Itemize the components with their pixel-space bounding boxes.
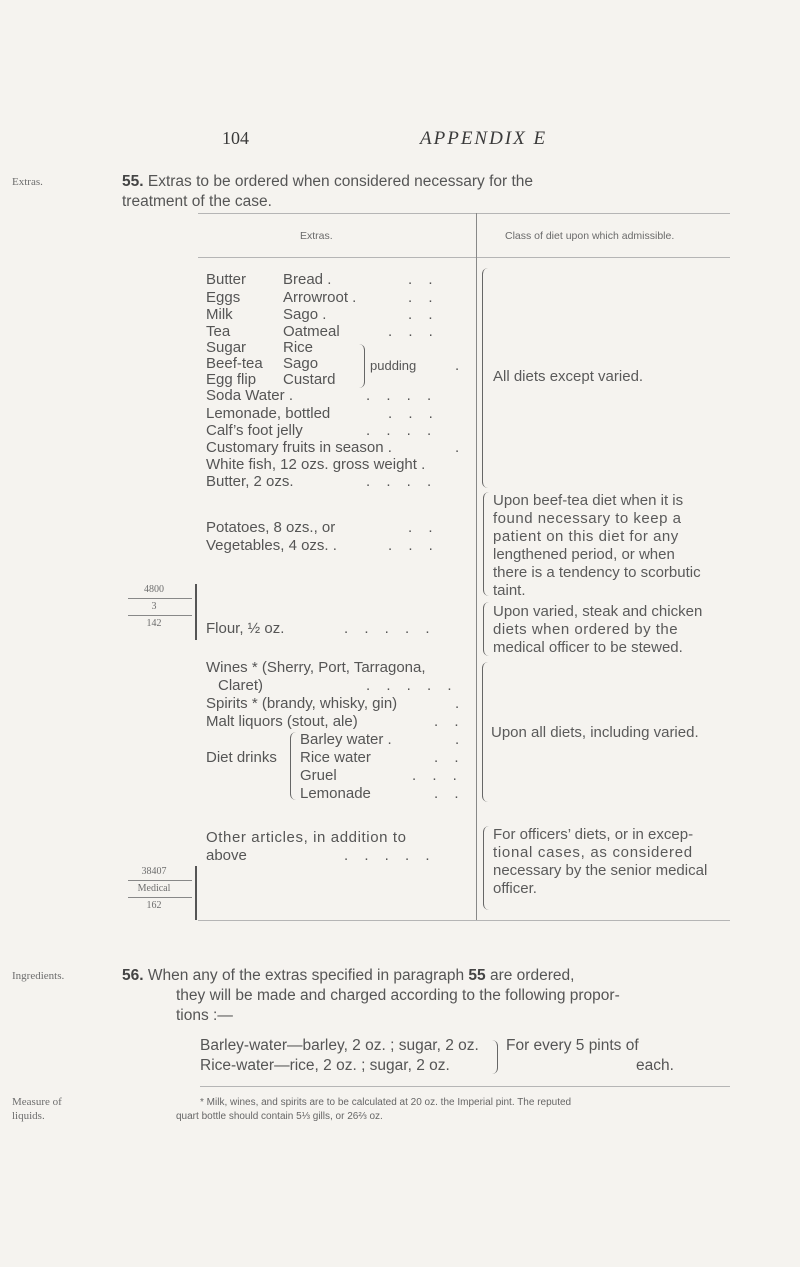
- dot-leader: .: [455, 439, 466, 456]
- extra-item: White fish, 12 ozs. gross weight .: [206, 456, 426, 473]
- dot-leader: . . . .: [366, 473, 438, 490]
- diet-note-line: diets when ordered by the: [493, 621, 679, 638]
- column-header-extras: Extras.: [300, 230, 333, 242]
- paragraph-text: Extras to be ordered when considered necessary for the: [147, 173, 534, 190]
- dot-leader: . .: [408, 289, 439, 306]
- record-number: 162: [146, 900, 162, 911]
- diet-drinks-label: Diet drinks: [206, 749, 277, 766]
- record-number: 4800: [144, 584, 164, 595]
- dot-leader: . . . . .: [344, 847, 436, 864]
- margin-note-measure: liquids.: [12, 1110, 45, 1122]
- extra-item: Lemonade, bottled: [206, 405, 331, 422]
- dot-leader: . . .: [388, 405, 439, 422]
- dot-leader: . . .: [388, 537, 439, 554]
- dot-leader: . .: [434, 785, 465, 802]
- drink-item: Rice water: [300, 749, 371, 766]
- dot-leader: . .: [408, 519, 439, 536]
- extra-item: Other articles, in addition to: [206, 829, 407, 846]
- extra-item: Calf’s foot jelly: [206, 422, 303, 439]
- dot-leader: . . .: [388, 323, 439, 340]
- paragraph-55: [122, 172, 533, 191]
- table-top-rule: [198, 213, 730, 214]
- record-rule: [128, 615, 192, 616]
- extra-item: Butter: [206, 271, 247, 288]
- extra-item: Eggs: [206, 289, 241, 306]
- dot-leader: .: [455, 731, 466, 748]
- proportion-note: For every 5 pints of: [506, 1037, 639, 1054]
- paragraph-56-line3: tions :—: [176, 1007, 233, 1024]
- dot-leader: . . .: [412, 767, 463, 784]
- extra-item: Sago .: [283, 306, 327, 323]
- diet-note-line: taint.: [493, 582, 526, 599]
- footnote-rule: [200, 1086, 730, 1087]
- extra-item: Customary fruits in season .: [206, 439, 392, 456]
- extra-item: Sago: [283, 355, 319, 372]
- diet-note-line: there is a tendency to scorbutic: [493, 564, 701, 581]
- extra-item: Claret): [218, 677, 264, 694]
- record-rule: [128, 897, 192, 898]
- extra-item: Vegetables, 4 ozs. .: [206, 537, 337, 554]
- dot-leader: . . . . .: [366, 677, 458, 694]
- extra-item: Beef-tea: [206, 355, 263, 372]
- extra-item: Flour, ½ oz.: [206, 620, 285, 637]
- page-number: 104: [222, 128, 249, 148]
- extra-item: Egg flip: [206, 371, 257, 388]
- diet-note-line: officer.: [493, 880, 537, 897]
- extra-item: Wines * (Sherry, Port, Tarragona,: [206, 659, 426, 676]
- dot-leader: . . . .: [366, 387, 438, 404]
- proportion-brace: [492, 1040, 498, 1074]
- header-rule: [198, 257, 730, 258]
- diet-note-line: necessary by the senior medical: [493, 862, 708, 879]
- diet-drinks-brace: [290, 732, 296, 800]
- diet-note-line: For officers’ diets, or in excep-: [493, 826, 694, 843]
- dot-leader: . . . . .: [344, 620, 436, 637]
- diet-note: Upon all diets, including varied.: [491, 724, 699, 741]
- diet-brace: [483, 826, 489, 910]
- record-bar: [195, 584, 197, 640]
- extra-item: above: [206, 847, 247, 864]
- proportion-rice: Rice-water—rice, 2 oz. ; sugar, 2 oz.: [200, 1057, 450, 1074]
- record-rule: [128, 880, 192, 881]
- diet-brace: [482, 268, 488, 488]
- extra-item: Oatmeal: [283, 323, 340, 340]
- dot-leader: . .: [434, 713, 465, 730]
- extra-item: Spirits * (brandy, whisky, gin): [206, 695, 398, 712]
- dot-leader: . . . .: [366, 422, 438, 439]
- diet-note-line: medical officer to be stewed.: [493, 639, 683, 656]
- column-header-diet-class: Class of diet upon which admissible.: [505, 230, 675, 242]
- diet-brace: [483, 602, 489, 656]
- table-bottom-rule: [198, 920, 730, 921]
- footnote-line: quart bottle should contain 5⅓ gills, or 26⅔ oz.: [176, 1111, 383, 1122]
- dot-leader: . .: [434, 749, 465, 766]
- extra-item: Rice: [283, 339, 314, 356]
- dot-leader: . .: [408, 271, 439, 288]
- drink-item: Barley water .: [300, 731, 392, 748]
- record-number: 3: [151, 601, 157, 612]
- paragraph-number: 56.: [122, 967, 144, 984]
- dot-leader: .: [455, 357, 466, 374]
- extra-item: Bread .: [283, 271, 332, 288]
- drink-item: Gruel: [300, 767, 337, 784]
- record-label: Medical: [137, 883, 171, 894]
- diet-brace: [483, 492, 489, 596]
- record-number: 142: [146, 618, 162, 629]
- running-head: APPENDIX E: [420, 128, 548, 149]
- pudding-label: pudding: [370, 358, 417, 373]
- footnote-line: * Milk, wines, and spirits are to be calculated at 20 oz. the Imperial pint. The reputed: [200, 1097, 572, 1108]
- extra-item: Malt liquors (stout, ale): [206, 713, 358, 730]
- record-bar: [195, 866, 197, 920]
- extra-item: Custard: [283, 371, 336, 388]
- diet-note-line: patient on this diet for any: [493, 528, 679, 545]
- margin-note-ingredients: Ingredients.: [12, 970, 65, 982]
- extra-item: Sugar: [206, 339, 247, 356]
- drink-item: Lemonade: [300, 785, 371, 802]
- extra-item: Tea: [206, 323, 231, 340]
- extra-item: Potatoes, 8 ozs., or: [206, 519, 336, 536]
- paragraph-56: [122, 966, 574, 985]
- record-number: 38407: [141, 866, 167, 877]
- extra-item: Milk: [206, 306, 233, 323]
- extra-item: Arrowroot .: [283, 289, 357, 306]
- diet-note-line: found necessary to keep a: [493, 510, 682, 527]
- paragraph-56-line2: they will be made and charged according to the following propor-: [176, 987, 620, 1004]
- dot-leader: . .: [408, 306, 439, 323]
- dot-leader: .: [455, 695, 466, 712]
- margin-note-extras: Extras.: [12, 176, 43, 188]
- diet-note-line: Upon varied, steak and chicken: [493, 603, 703, 620]
- diet-note-line: lengthened period, or when: [493, 546, 675, 563]
- record-rule: [128, 598, 192, 599]
- column-divider: [476, 213, 477, 920]
- diet-note-line: tional cases, as considered: [493, 844, 693, 861]
- margin-note-measure: Measure of: [12, 1096, 62, 1108]
- paragraph-text: are ordered,: [489, 967, 575, 984]
- diet-brace: [482, 662, 488, 802]
- extra-item: Soda Water .: [206, 387, 293, 404]
- pudding-brace: [358, 344, 365, 388]
- paragraph-text: When any of the extras specified in paragraph: [147, 967, 465, 984]
- diet-note-line: Upon beef-tea diet when it is: [493, 492, 684, 509]
- diet-note: All diets except varied.: [493, 368, 644, 385]
- paragraph-55-line2: treatment of the case.: [122, 193, 272, 210]
- paragraph-reference: 55: [468, 967, 486, 984]
- proportion-note: each.: [636, 1057, 674, 1074]
- proportion-barley: Barley-water—barley, 2 oz. ; sugar, 2 oz.: [200, 1037, 479, 1054]
- paragraph-number: 55.: [122, 173, 144, 190]
- extra-item: Butter, 2 ozs.: [206, 473, 294, 490]
